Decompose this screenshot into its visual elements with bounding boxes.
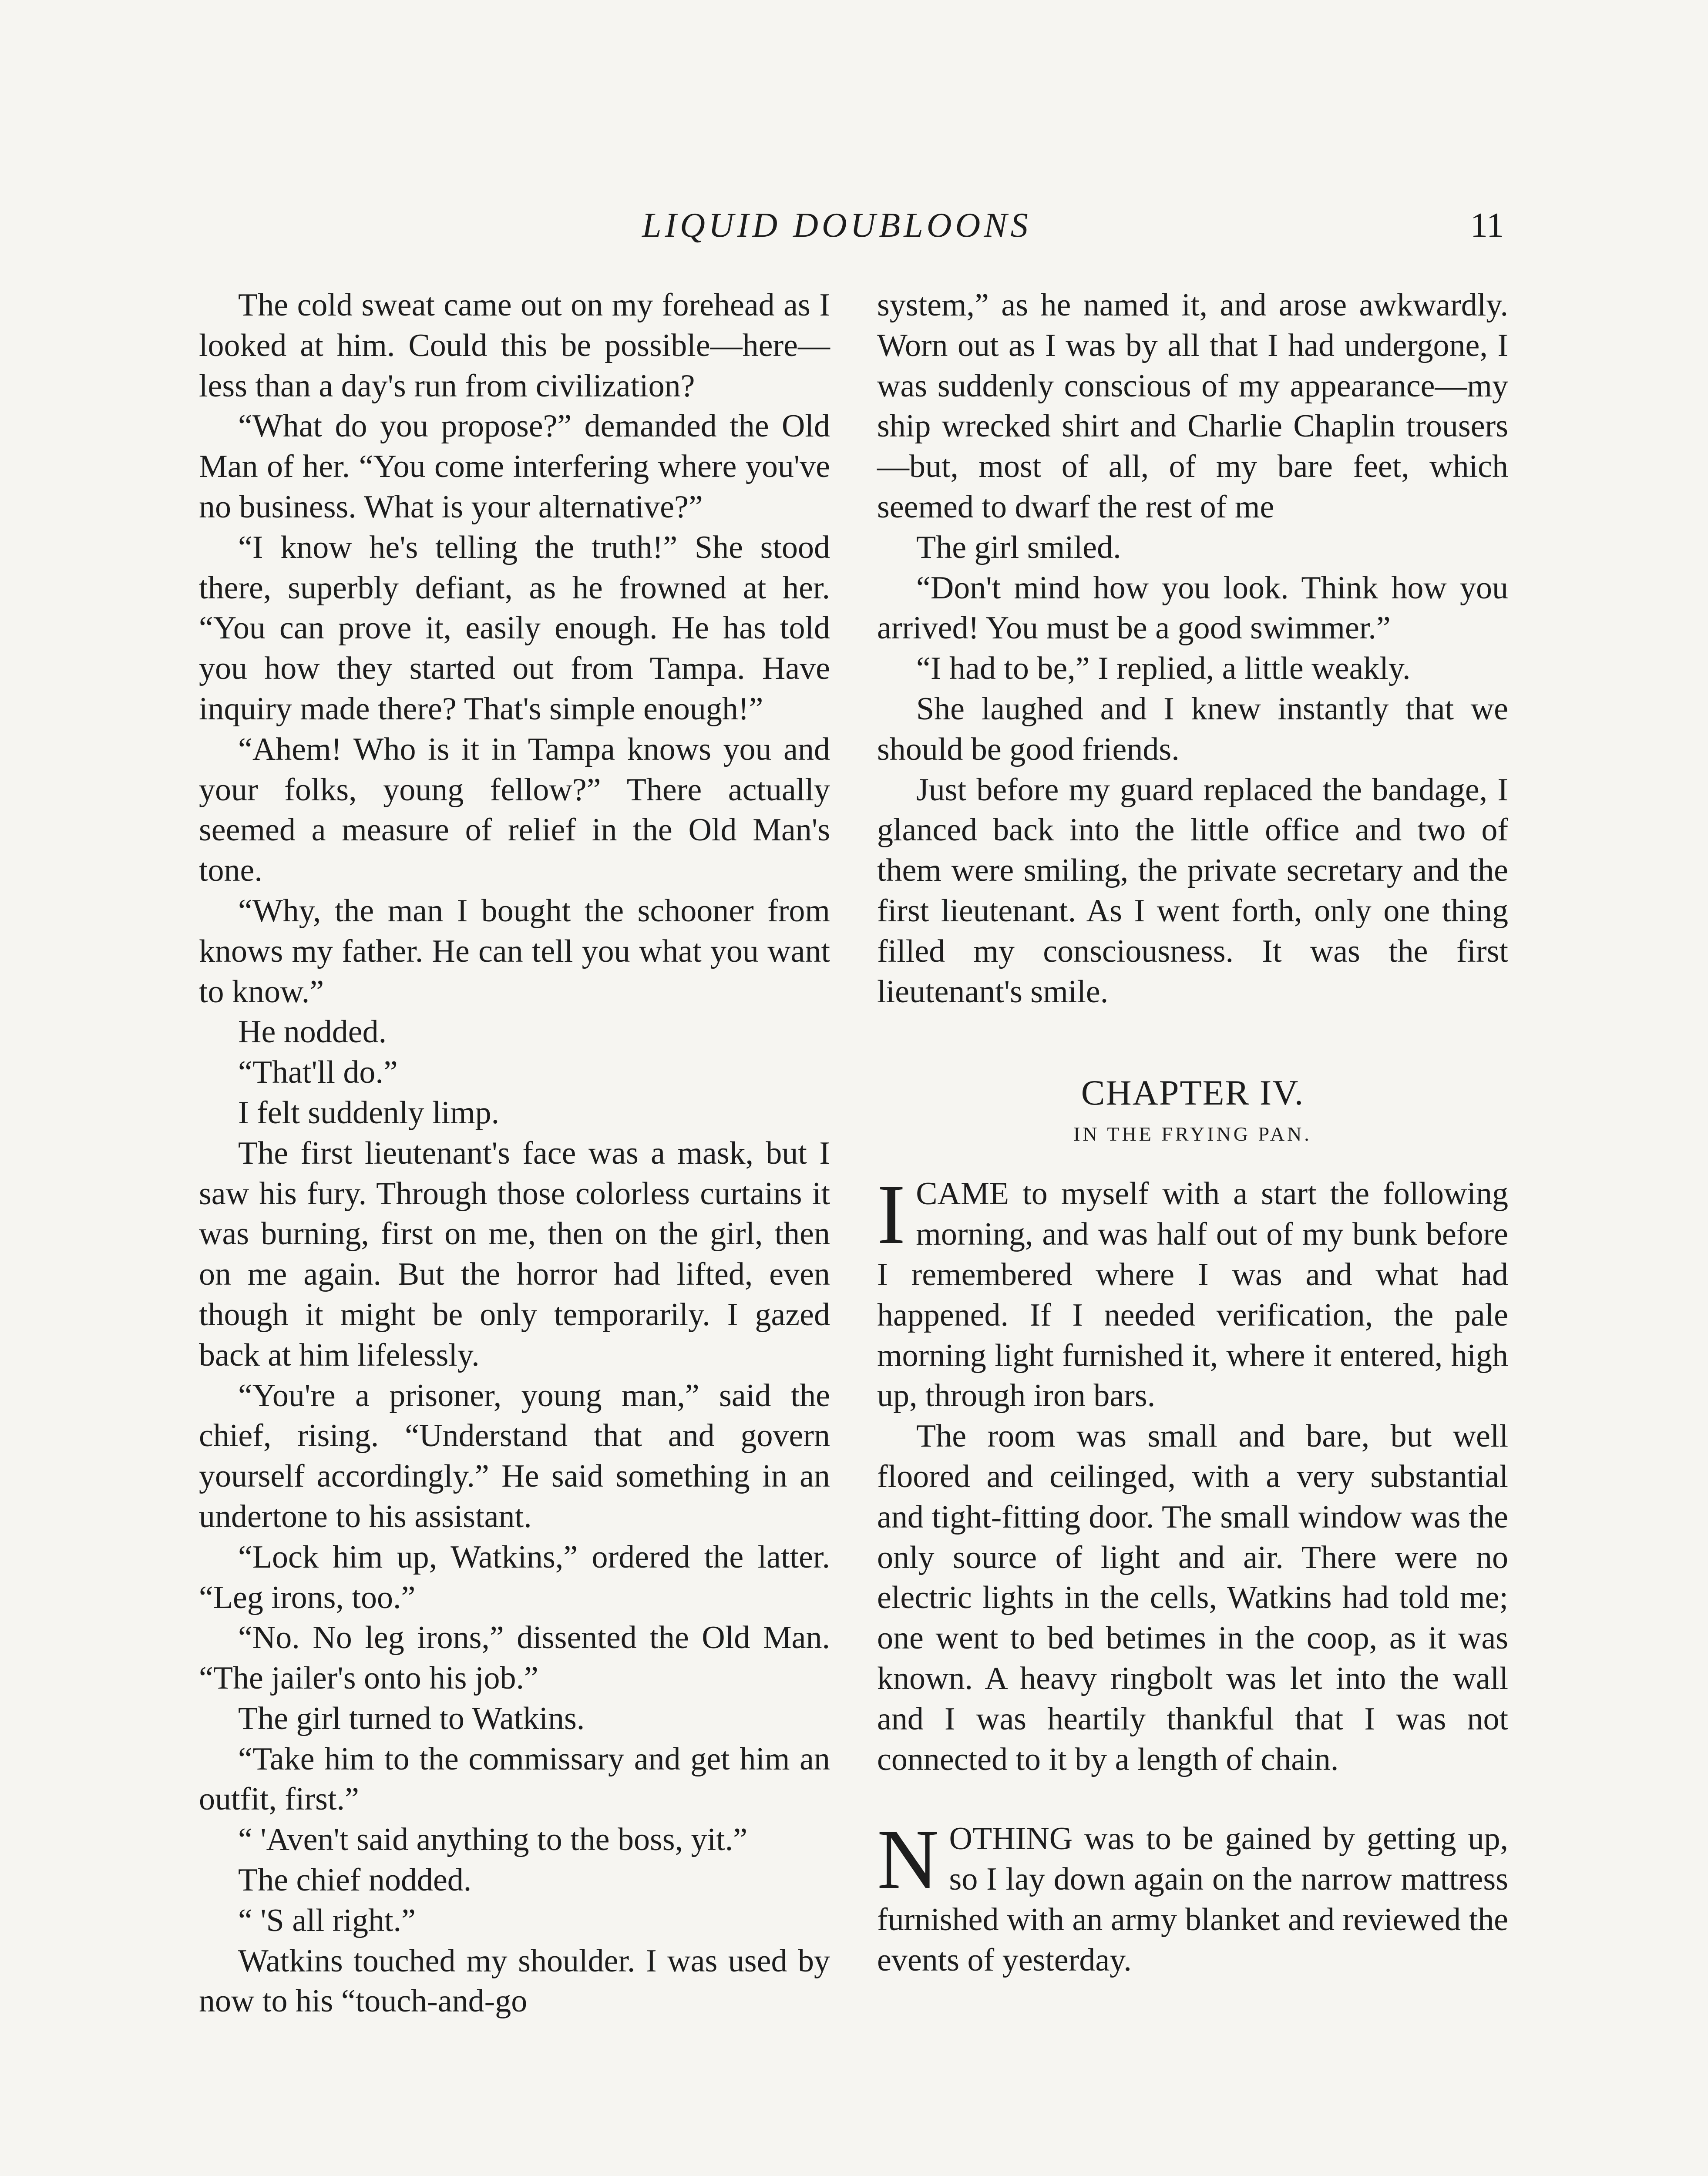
paragraph: “ 'S all right.” <box>238 1902 416 1938</box>
paragraph: The first lieutenant's face was a mask, but I saw his fury. Through those colorless curtains it was burning, first on me, then on the girl, then on me again. But the horror had lifted, even though it might be only temporarily. I gazed back at him lifelessly. <box>199 1135 830 1373</box>
paragraph: He nodded. <box>238 1014 387 1050</box>
left-column <box>199 285 830 2022</box>
paragraph: The girl smiled. <box>916 529 1121 565</box>
paragraph: “That'll do.” <box>238 1054 398 1091</box>
chapter-heading: CHAPTER IV. <box>1081 1073 1305 1113</box>
paragraph: “I had to be,” I replied, a little weakly. <box>916 651 1411 687</box>
page-number: 11 <box>1470 206 1504 245</box>
section-break <box>877 1780 1508 1819</box>
paragraph-text: OTHING was to be gained by getting up, so I lay down again on the narrow mattress furnished with an army blanket and reviewed the events of yesterday. <box>877 1821 1508 1978</box>
paragraph: Watkins touched my shoulder. I was used by now to his “touch-and-go <box>199 1943 830 2019</box>
continued-paragraph: system,” as he named it, and arose awkwardly. Worn out as I was by all that I had undergone, I was suddenly conscious of my appearance—my ship wrecked shirt and Charlie Chaplin trousers—but, most of all, of my bare feet, which seemed to dwarf the rest of me <box>877 287 1508 525</box>
paragraph: The cold sweat came out on my forehead as I looked at him. Could this be possible—here—less than a day's run from civilization? <box>199 287 830 404</box>
paragraph: “What do you propose?” demanded the Old Man of her. “You come interfering where you've no business. What is your alternative?” <box>199 408 830 525</box>
paragraph: “Ahem! Who is it in Tampa knows you and your folks, young fellow?” There actually seemed a measure of relief in the Old Man's tone. <box>199 731 830 889</box>
drop-cap: I <box>877 1167 906 1262</box>
paragraph: “Why, the man I bought the schooner from knows my father. He can tell you what you want to know.” <box>199 893 830 1010</box>
paragraph: “ 'Aven't said anything to the boss, yit.” <box>238 1822 748 1858</box>
chapter-opening-paragraph <box>877 1167 1508 1416</box>
chapter-subtitle: IN THE FRYING PAN. <box>1073 1123 1312 1145</box>
running-title: LIQUID DOUBLOONS <box>642 206 1032 245</box>
paragraph: Just before my guard replaced the bandage, I glanced back into the little office and two of them were smiling, the private secretary and the first lieutenant. As I went forth, only one thing filled my consciousness. It was the first lieutenant's smile. <box>877 772 1508 1010</box>
paragraph: “You're a prisoner, young man,” said the chief, rising. “Understand that and govern yourself accordingly.” He said something in an undertone to his assistant. <box>199 1377 830 1535</box>
paragraph: The chief nodded. <box>238 1862 472 1898</box>
paragraph: The room was small and bare, but well floored and ceilinged, with a very substantial and tight-fitting door. The small window was the only source of light and air. There were no electric lights in the cells, Watkins had told me; one went to bed betimes in the coop, as it was known. A heavy ringbolt was let into the wall and I was heartily thankful that I was not connected to it by a length of chain. <box>877 1418 1508 1777</box>
paragraph: She laughed and I knew instantly that we should be good friends. <box>877 691 1508 767</box>
paragraph: “No. No leg irons,” dissented the Old Man. “The jailer's onto his job.” <box>199 1620 830 1696</box>
paragraph: The girl turned to Watkins. <box>238 1700 585 1736</box>
paragraph: “Lock him up, Watkins,” ordered the latter. “Leg irons, too.” <box>199 1539 830 1615</box>
paragraph: I felt suddenly limp. <box>238 1095 500 1131</box>
paragraph-text: CAME to myself with a start the following morning, and was half out of my bunk before I remembered where I was and what had happened. If I needed verification, the pale morning light furnished it, where it entered, high up, through iron bars. <box>877 1176 1508 1414</box>
right-column <box>877 285 1508 1980</box>
drop-cap: N <box>877 1812 939 1907</box>
paragraph: “Take him to the commissary and get him an outfit, first.” <box>199 1741 830 1817</box>
paragraph: “I know he's telling the truth!” She stood there, superbly defiant, as he frowned at her. “You can prove it, easily enough. He has told you how they started out from Tampa. Have inquiry made there? That's simple enough!” <box>199 529 830 727</box>
section-opening-paragraph <box>877 1812 1508 1980</box>
paragraph: “Don't mind how you look. Think how you arrived! You must be a good swimmer.” <box>877 570 1508 646</box>
